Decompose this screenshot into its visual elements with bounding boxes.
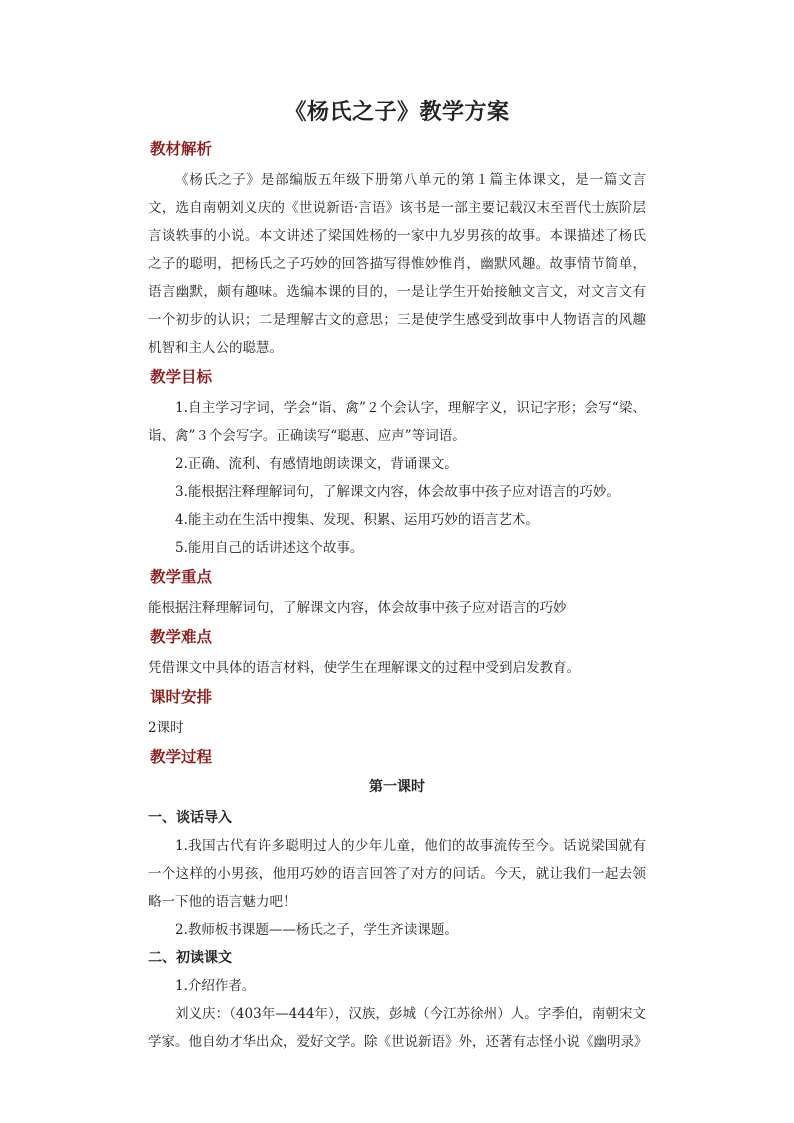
analysis-paragraph: 《杨氏之子》是部编版五年级下册第八单元的第１篇主体课文，是一篇文言文，选自南朝刘义庆的《世说新语·言语》该书是一部主要记载汉末至晋代士族阶层言谈轶事的小说。本文讲述了梁国姓杨的一家中九岁男孩的故事。本课描述了杨氏之子的聪明，把杨氏之子巧妙的回答描写得惟妙惟肖，幽默风趣。故事情节简单，语言幽默，颇有趣味。选编本课的目的，一是让学生开始接触文言文，对文言文有一个初步的认识；二是理解古文的意思；三是使学生感受到故事中人物语言的风趣机智和主人公的聪慧。 — [148, 172, 646, 356]
goal-item: 4.能主动在生活中搜集、发现、积累、运用巧妙的语言艺术。 — [175, 512, 539, 528]
author-paragraph: 刘义庆：（403年—444年），汉族，彭城（今江苏徐州）人。字季伯，南朝宋文学家。他自幼才华出众，爱好文学。除《世说新语》外，还著有志怪小说《幽明录》 — [148, 1006, 648, 1050]
difficulties-paragraph: 凭借课文中具体的语言材料，使学生在理解课文的过程中受到启发教育。 — [148, 660, 580, 676]
section-heading-goals: 教学目标 — [150, 367, 213, 386]
schedule-paragraph: 2课时 — [148, 720, 184, 736]
goal-item: 5.能用自己的话讲述这个故事。 — [175, 540, 364, 556]
section-heading-schedule: 课时安排 — [150, 687, 213, 706]
lesson-title: 第一课时 — [369, 779, 425, 795]
part-heading-first-reading: 二、初读课文 — [148, 950, 232, 966]
goal-item: 2.正确、流利、有感情地朗读课文，背诵课文。 — [175, 456, 458, 472]
document-title: 《杨氏之子》教学方案 — [284, 99, 510, 125]
section-heading-difficulties: 教学难点 — [150, 627, 213, 646]
section-heading-process: 教学过程 — [150, 747, 213, 766]
key-points-paragraph: 能根据注释理解词句，了解课文内容，体会故事中孩子应对语言的巧妙 — [148, 600, 567, 616]
goal-item: 1.自主学习字词，学会“诣、禽”２个会认字，理解字义，识记字形；会写“梁、诣、禽”３个会写字。正确读写“聪惠、应声”等词语。 — [148, 400, 646, 444]
process-item: 2.教师板书课题——杨氏之子，学生齐读课题。 — [175, 922, 458, 938]
process-item: 1.介绍作者。 — [175, 978, 256, 994]
part-heading-intro: 一、谈话导入 — [148, 810, 232, 826]
goal-item: 3.能根据注释理解词句，了解课文内容，体会故事中孩子应对语言的巧妙。 — [175, 484, 620, 500]
section-heading-analysis: 教材解析 — [150, 139, 213, 158]
process-item: 1.我国古代有许多聪明过人的少年儿童，他们的故事流传至今。话说梁国就有一个这样的小男孩，他用巧妙的语言回答了对方的问话。今天，就让我们一起去领略一下他的语言魅力吧！ — [148, 838, 646, 910]
section-heading-key-points: 教学重点 — [150, 567, 213, 586]
